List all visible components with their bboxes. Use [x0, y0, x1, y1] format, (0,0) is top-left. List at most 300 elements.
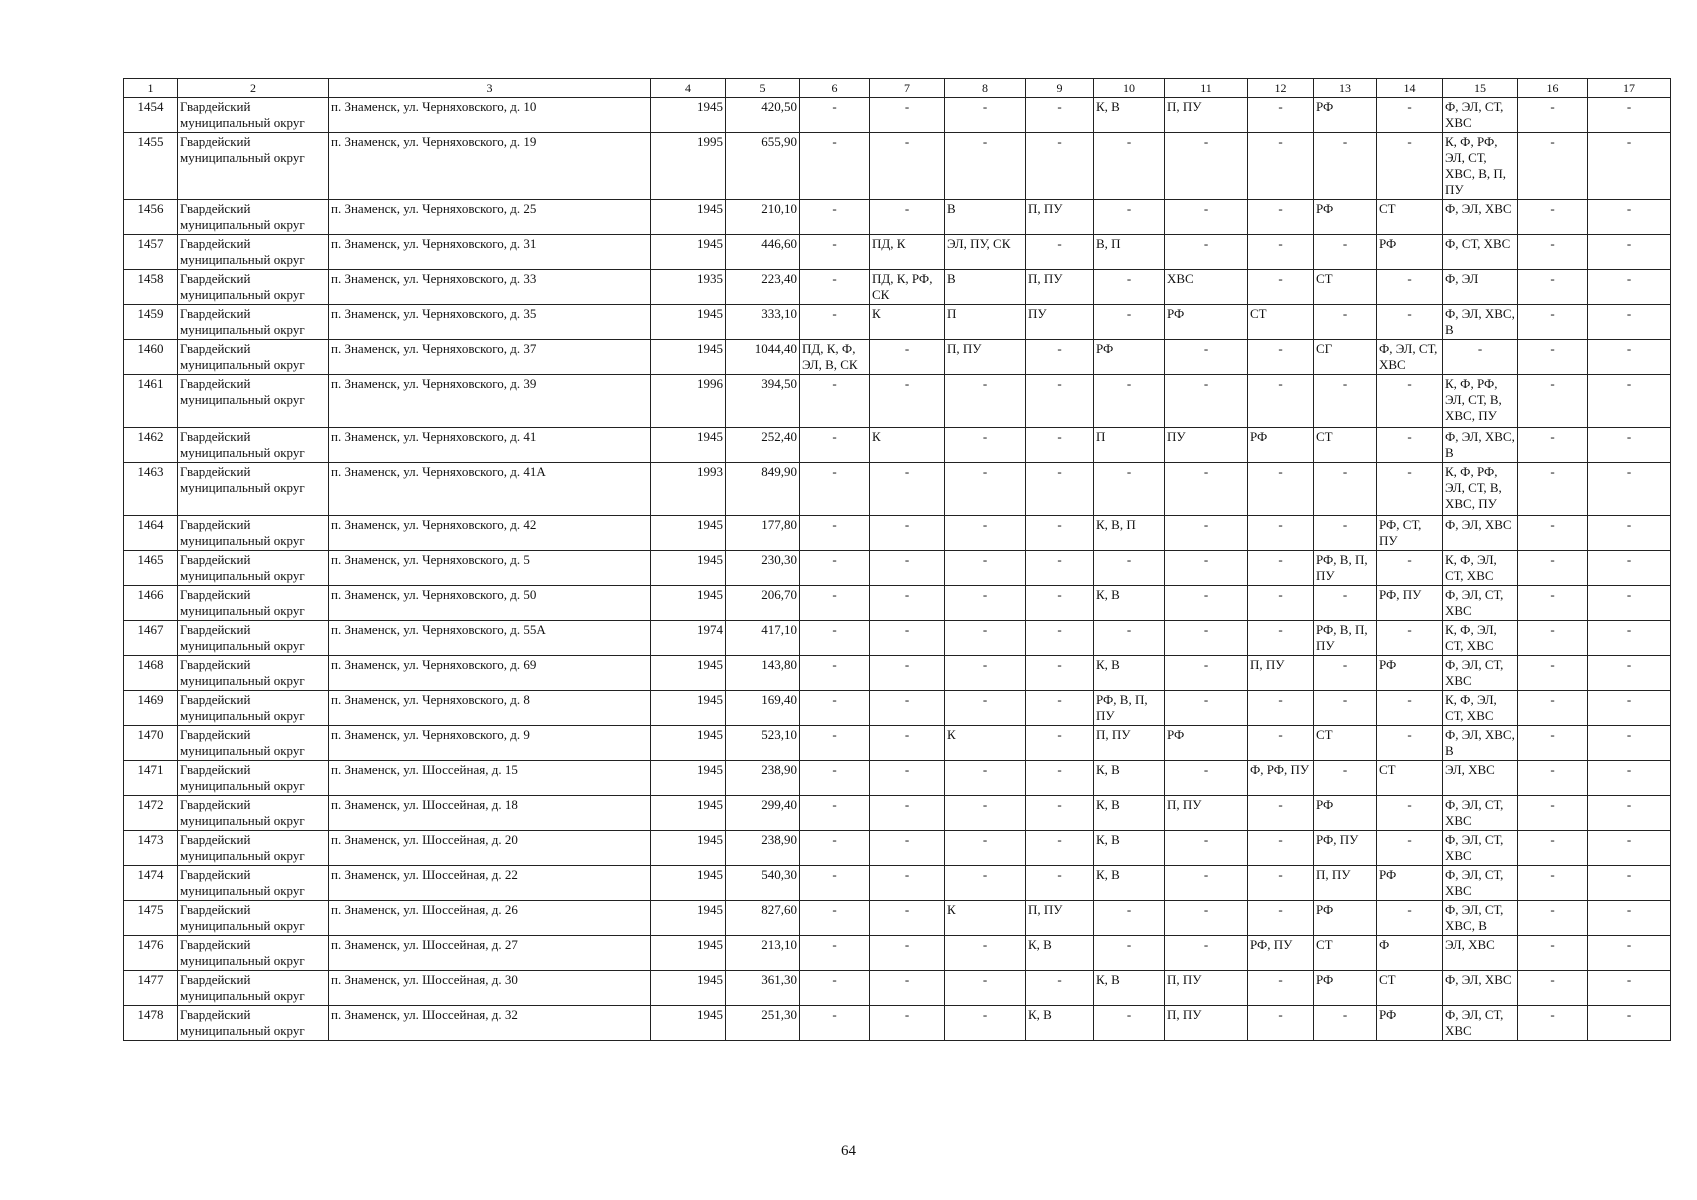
work-type-cell-col-9: -: [1026, 235, 1094, 270]
column-header-12: 12: [1248, 79, 1314, 98]
work-type-cell-col-16: -: [1518, 866, 1588, 901]
work-type-cell-col-9: -: [1026, 133, 1094, 200]
work-type-cell-col-9: -: [1026, 340, 1094, 375]
work-type-cell-col-17: -: [1588, 340, 1671, 375]
work-type-cell-col-12: -: [1248, 516, 1314, 551]
work-type-cell-col-8: -: [945, 375, 1026, 428]
district-cell: Гвардейский муниципальный округ: [178, 971, 329, 1006]
work-type-cell-col-13: СТ: [1314, 270, 1377, 305]
area-cell: 333,10: [726, 305, 800, 340]
work-type-cell-col-12: -: [1248, 551, 1314, 586]
work-type-cell-col-16: -: [1518, 656, 1588, 691]
district-cell: Гвардейский муниципальный округ: [178, 726, 329, 761]
year-cell: 1945: [651, 761, 726, 796]
address-cell: п. Знаменск, ул. Шоссейная, д. 27: [329, 936, 651, 971]
work-type-cell-col-12: -: [1248, 1006, 1314, 1041]
work-type-cell-col-14: -: [1377, 796, 1443, 831]
table-row: [124, 270, 1671, 305]
work-type-cell-col-8: -: [945, 656, 1026, 691]
work-type-cell-col-11: -: [1165, 516, 1248, 551]
work-type-cell-col-17: -: [1588, 463, 1671, 516]
work-type-cell-col-15: Ф, ЭЛ, ХВС: [1443, 200, 1518, 235]
address-cell: п. Знаменск, ул. Черняховского, д. 55А: [329, 621, 651, 656]
area-cell: 299,40: [726, 796, 800, 831]
year-cell: 1945: [651, 428, 726, 463]
work-type-cell-col-9: -: [1026, 796, 1094, 831]
work-type-cell-col-17: -: [1588, 305, 1671, 340]
work-type-cell-col-16: -: [1518, 971, 1588, 1006]
table-row: [124, 516, 1671, 551]
work-type-cell-col-15: -: [1443, 340, 1518, 375]
column-header-8: 8: [945, 79, 1026, 98]
work-type-cell-col-10: К, В: [1094, 761, 1165, 796]
area-cell: 849,90: [726, 463, 800, 516]
table-row: [124, 866, 1671, 901]
row-number-cell: 1455: [124, 133, 178, 200]
work-type-cell-col-10: -: [1094, 200, 1165, 235]
work-type-cell-col-13: -: [1314, 586, 1377, 621]
work-type-cell-col-11: -: [1165, 586, 1248, 621]
work-type-cell-col-16: -: [1518, 305, 1588, 340]
work-type-cell-col-7: -: [870, 796, 945, 831]
work-type-cell-col-10: К, В: [1094, 971, 1165, 1006]
area-cell: 177,80: [726, 516, 800, 551]
area-cell: 223,40: [726, 270, 800, 305]
address-cell: п. Знаменск, ул. Черняховского, д. 25: [329, 200, 651, 235]
work-type-cell-col-7: -: [870, 656, 945, 691]
area-cell: 230,30: [726, 551, 800, 586]
work-type-cell-col-16: -: [1518, 200, 1588, 235]
column-header-1: 1: [124, 79, 178, 98]
district-cell: Гвардейский муниципальный округ: [178, 98, 329, 133]
work-type-cell-col-17: -: [1588, 691, 1671, 726]
work-type-cell-col-11: -: [1165, 200, 1248, 235]
work-type-cell-col-8: -: [945, 586, 1026, 621]
work-type-cell-col-13: -: [1314, 235, 1377, 270]
work-type-cell-col-13: СТ: [1314, 428, 1377, 463]
work-type-cell-col-6: ПД, К, Ф, ЭЛ, В, СК: [800, 340, 870, 375]
work-type-cell-col-6: -: [800, 1006, 870, 1041]
work-type-cell-col-8: -: [945, 98, 1026, 133]
work-type-cell-col-12: -: [1248, 901, 1314, 936]
work-type-cell-col-17: -: [1588, 796, 1671, 831]
year-cell: 1945: [651, 551, 726, 586]
work-type-cell-col-6: -: [800, 866, 870, 901]
table-row: [124, 761, 1671, 796]
work-type-cell-col-12: -: [1248, 200, 1314, 235]
area-cell: 540,30: [726, 866, 800, 901]
year-cell: 1945: [651, 831, 726, 866]
work-type-cell-col-12: -: [1248, 831, 1314, 866]
work-type-cell-col-8: -: [945, 133, 1026, 200]
work-type-cell-col-10: РФ: [1094, 340, 1165, 375]
work-type-cell-col-6: -: [800, 270, 870, 305]
work-type-cell-col-10: -: [1094, 901, 1165, 936]
work-type-cell-col-10: -: [1094, 305, 1165, 340]
work-type-cell-col-8: П, ПУ: [945, 340, 1026, 375]
work-type-cell-col-13: РФ: [1314, 98, 1377, 133]
work-type-cell-col-6: -: [800, 691, 870, 726]
work-type-cell-col-6: -: [800, 305, 870, 340]
row-number-cell: 1466: [124, 586, 178, 621]
address-cell: п. Знаменск, ул. Шоссейная, д. 26: [329, 901, 651, 936]
work-type-cell-col-13: -: [1314, 305, 1377, 340]
work-type-cell-col-7: -: [870, 761, 945, 796]
work-type-cell-col-11: ХВС: [1165, 270, 1248, 305]
work-type-cell-col-7: К: [870, 305, 945, 340]
address-cell: п. Знаменск, ул. Черняховского, д. 41: [329, 428, 651, 463]
work-type-cell-col-17: -: [1588, 98, 1671, 133]
work-type-cell-col-12: -: [1248, 375, 1314, 428]
district-cell: Гвардейский муниципальный округ: [178, 305, 329, 340]
work-type-cell-col-6: -: [800, 200, 870, 235]
work-type-cell-col-8: К: [945, 901, 1026, 936]
work-type-cell-col-17: -: [1588, 586, 1671, 621]
work-type-cell-col-16: -: [1518, 586, 1588, 621]
work-type-cell-col-14: -: [1377, 901, 1443, 936]
district-cell: Гвардейский муниципальный округ: [178, 796, 329, 831]
row-number-cell: 1478: [124, 1006, 178, 1041]
work-type-cell-col-6: -: [800, 551, 870, 586]
row-number-cell: 1459: [124, 305, 178, 340]
work-type-cell-col-8: В: [945, 270, 1026, 305]
work-type-cell-col-7: -: [870, 691, 945, 726]
work-type-cell-col-10: -: [1094, 551, 1165, 586]
work-type-cell-col-11: П, ПУ: [1165, 1006, 1248, 1041]
row-number-cell: 1462: [124, 428, 178, 463]
work-type-cell-col-9: -: [1026, 586, 1094, 621]
row-number-cell: 1456: [124, 200, 178, 235]
work-type-cell-col-6: -: [800, 971, 870, 1006]
year-cell: 1945: [651, 586, 726, 621]
address-cell: п. Знаменск, ул. Шоссейная, д. 32: [329, 1006, 651, 1041]
work-type-cell-col-16: -: [1518, 621, 1588, 656]
work-type-cell-col-16: -: [1518, 375, 1588, 428]
column-header-6: 6: [800, 79, 870, 98]
row-number-cell: 1475: [124, 901, 178, 936]
work-type-cell-col-15: ЭЛ, ХВС: [1443, 761, 1518, 796]
page-number: 64: [841, 1143, 856, 1159]
work-type-cell-col-13: -: [1314, 691, 1377, 726]
work-type-cell-col-15: Ф, ЭЛ, СТ, ХВС: [1443, 866, 1518, 901]
work-type-cell-col-14: РФ, СТ, ПУ: [1377, 516, 1443, 551]
work-type-cell-col-8: -: [945, 936, 1026, 971]
address-cell: п. Знаменск, ул. Черняховского, д. 42: [329, 516, 651, 551]
row-number-cell: 1474: [124, 866, 178, 901]
work-type-cell-col-10: К, В: [1094, 831, 1165, 866]
work-type-cell-col-10: -: [1094, 621, 1165, 656]
district-cell: Гвардейский муниципальный округ: [178, 901, 329, 936]
work-type-cell-col-11: РФ: [1165, 726, 1248, 761]
year-cell: 1945: [651, 691, 726, 726]
area-cell: 361,30: [726, 971, 800, 1006]
address-cell: п. Знаменск, ул. Черняховского, д. 19: [329, 133, 651, 200]
area-cell: 213,10: [726, 936, 800, 971]
row-number-cell: 1468: [124, 656, 178, 691]
work-type-cell-col-15: Ф, ЭЛ, ХВС, В: [1443, 428, 1518, 463]
work-type-cell-col-15: Ф, ЭЛ, СТ, ХВС, В: [1443, 901, 1518, 936]
work-type-cell-col-14: -: [1377, 621, 1443, 656]
column-header-17: 17: [1588, 79, 1671, 98]
work-type-cell-col-14: РФ, ПУ: [1377, 586, 1443, 621]
row-number-cell: 1477: [124, 971, 178, 1006]
work-type-cell-col-14: Ф, ЭЛ, СТ, ХВС: [1377, 340, 1443, 375]
work-type-cell-col-7: -: [870, 586, 945, 621]
work-type-cell-col-15: К, Ф, РФ, ЭЛ, СТ, ХВС, В, П, ПУ: [1443, 133, 1518, 200]
district-cell: Гвардейский муниципальный округ: [178, 621, 329, 656]
work-type-cell-col-11: П, ПУ: [1165, 971, 1248, 1006]
area-cell: 238,90: [726, 831, 800, 866]
work-type-cell-col-17: -: [1588, 656, 1671, 691]
work-type-cell-col-13: РФ: [1314, 200, 1377, 235]
table-body: [124, 79, 1671, 1041]
work-type-cell-col-12: Ф, РФ, ПУ: [1248, 761, 1314, 796]
work-type-cell-col-14: -: [1377, 831, 1443, 866]
work-type-cell-col-17: -: [1588, 901, 1671, 936]
work-type-cell-col-6: -: [800, 901, 870, 936]
work-type-cell-col-7: -: [870, 831, 945, 866]
year-cell: 1945: [651, 796, 726, 831]
row-number-cell: 1476: [124, 936, 178, 971]
year-cell: 1935: [651, 270, 726, 305]
work-type-cell-col-15: Ф, ЭЛ: [1443, 270, 1518, 305]
work-type-cell-col-12: -: [1248, 691, 1314, 726]
column-header-13: 13: [1314, 79, 1377, 98]
work-type-cell-col-8: -: [945, 551, 1026, 586]
work-type-cell-col-15: Ф, ЭЛ, ХВС: [1443, 516, 1518, 551]
area-cell: 394,50: [726, 375, 800, 428]
year-cell: 1945: [651, 516, 726, 551]
work-type-cell-col-6: -: [800, 936, 870, 971]
work-type-cell-col-9: П, ПУ: [1026, 901, 1094, 936]
year-cell: 1945: [651, 98, 726, 133]
area-cell: 251,30: [726, 1006, 800, 1041]
work-type-cell-col-9: -: [1026, 761, 1094, 796]
work-type-cell-col-8: -: [945, 866, 1026, 901]
table-row: [124, 133, 1671, 200]
work-type-cell-col-10: -: [1094, 1006, 1165, 1041]
work-type-cell-col-9: К, В: [1026, 1006, 1094, 1041]
row-number-cell: 1461: [124, 375, 178, 428]
area-cell: 655,90: [726, 133, 800, 200]
work-type-cell-col-15: Ф, СТ, ХВС: [1443, 235, 1518, 270]
address-cell: п. Знаменск, ул. Шоссейная, д. 15: [329, 761, 651, 796]
work-type-cell-col-12: -: [1248, 340, 1314, 375]
work-type-cell-col-8: -: [945, 428, 1026, 463]
work-type-cell-col-9: П, ПУ: [1026, 200, 1094, 235]
work-type-cell-col-7: -: [870, 726, 945, 761]
area-cell: 523,10: [726, 726, 800, 761]
work-type-cell-col-14: -: [1377, 305, 1443, 340]
table-row: [124, 375, 1671, 428]
work-type-cell-col-14: РФ: [1377, 235, 1443, 270]
district-cell: Гвардейский муниципальный округ: [178, 936, 329, 971]
work-type-cell-col-7: -: [870, 463, 945, 516]
district-cell: Гвардейский муниципальный округ: [178, 200, 329, 235]
work-type-cell-col-8: К: [945, 726, 1026, 761]
work-type-cell-col-14: -: [1377, 133, 1443, 200]
work-type-cell-col-9: П, ПУ: [1026, 270, 1094, 305]
work-type-cell-col-9: -: [1026, 463, 1094, 516]
work-type-cell-col-14: -: [1377, 428, 1443, 463]
area-cell: 420,50: [726, 98, 800, 133]
table-row: [124, 428, 1671, 463]
row-number-cell: 1465: [124, 551, 178, 586]
work-type-cell-col-7: -: [870, 200, 945, 235]
work-type-cell-col-17: -: [1588, 235, 1671, 270]
table-row: [124, 586, 1671, 621]
housing-register-table: [123, 78, 1671, 1041]
work-type-cell-col-11: -: [1165, 463, 1248, 516]
address-cell: п. Знаменск, ул. Черняховского, д. 31: [329, 235, 651, 270]
work-type-cell-col-8: -: [945, 796, 1026, 831]
row-number-cell: 1457: [124, 235, 178, 270]
work-type-cell-col-12: СТ: [1248, 305, 1314, 340]
district-cell: Гвардейский муниципальный округ: [178, 235, 329, 270]
work-type-cell-col-10: В, П: [1094, 235, 1165, 270]
district-cell: Гвардейский муниципальный округ: [178, 516, 329, 551]
work-type-cell-col-9: -: [1026, 971, 1094, 1006]
column-header-5: 5: [726, 79, 800, 98]
table-row: [124, 305, 1671, 340]
year-cell: 1945: [651, 305, 726, 340]
work-type-cell-col-12: -: [1248, 133, 1314, 200]
row-number-cell: 1460: [124, 340, 178, 375]
work-type-cell-col-13: РФ, ПУ: [1314, 831, 1377, 866]
work-type-cell-col-7: -: [870, 901, 945, 936]
area-cell: 446,60: [726, 235, 800, 270]
work-type-cell-col-16: -: [1518, 761, 1588, 796]
work-type-cell-col-12: -: [1248, 866, 1314, 901]
work-type-cell-col-11: -: [1165, 340, 1248, 375]
area-cell: 206,70: [726, 586, 800, 621]
work-type-cell-col-8: -: [945, 831, 1026, 866]
work-type-cell-col-14: -: [1377, 375, 1443, 428]
work-type-cell-col-17: -: [1588, 866, 1671, 901]
work-type-cell-col-9: -: [1026, 428, 1094, 463]
register-sheet: [123, 78, 1671, 1041]
address-cell: п. Знаменск, ул. Шоссейная, д. 22: [329, 866, 651, 901]
work-type-cell-col-10: К, В: [1094, 586, 1165, 621]
work-type-cell-col-15: Ф, ЭЛ, СТ, ХВС: [1443, 98, 1518, 133]
work-type-cell-col-7: -: [870, 866, 945, 901]
work-type-cell-col-16: -: [1518, 463, 1588, 516]
work-type-cell-col-16: -: [1518, 901, 1588, 936]
work-type-cell-col-7: -: [870, 375, 945, 428]
work-type-cell-col-14: СТ: [1377, 761, 1443, 796]
work-type-cell-col-7: К: [870, 428, 945, 463]
work-type-cell-col-15: Ф, ЭЛ, СТ, ХВС: [1443, 586, 1518, 621]
work-type-cell-col-11: -: [1165, 831, 1248, 866]
work-type-cell-col-6: -: [800, 235, 870, 270]
year-cell: 1995: [651, 133, 726, 200]
work-type-cell-col-17: -: [1588, 726, 1671, 761]
year-cell: 1945: [651, 936, 726, 971]
work-type-cell-col-12: -: [1248, 98, 1314, 133]
work-type-cell-col-11: П, ПУ: [1165, 796, 1248, 831]
work-type-cell-col-10: П, ПУ: [1094, 726, 1165, 761]
district-cell: Гвардейский муниципальный округ: [178, 375, 329, 428]
work-type-cell-col-14: -: [1377, 551, 1443, 586]
work-type-cell-col-15: ЭЛ, ХВС: [1443, 936, 1518, 971]
district-cell: Гвардейский муниципальный округ: [178, 428, 329, 463]
work-type-cell-col-14: РФ: [1377, 1006, 1443, 1041]
district-cell: Гвардейский муниципальный округ: [178, 866, 329, 901]
year-cell: 1945: [651, 901, 726, 936]
work-type-cell-col-17: -: [1588, 761, 1671, 796]
table-row: [124, 463, 1671, 516]
work-type-cell-col-7: -: [870, 971, 945, 1006]
address-cell: п. Знаменск, ул. Шоссейная, д. 18: [329, 796, 651, 831]
work-type-cell-col-7: ПД, К, РФ, СК: [870, 270, 945, 305]
work-type-cell-col-7: -: [870, 621, 945, 656]
area-cell: 252,40: [726, 428, 800, 463]
work-type-cell-col-8: -: [945, 516, 1026, 551]
district-cell: Гвардейский муниципальный округ: [178, 463, 329, 516]
work-type-cell-col-10: -: [1094, 270, 1165, 305]
work-type-cell-col-6: -: [800, 516, 870, 551]
year-cell: 1945: [651, 1006, 726, 1041]
work-type-cell-col-11: -: [1165, 691, 1248, 726]
column-header-9: 9: [1026, 79, 1094, 98]
work-type-cell-col-11: -: [1165, 235, 1248, 270]
work-type-cell-col-17: -: [1588, 971, 1671, 1006]
area-cell: 210,10: [726, 200, 800, 235]
row-number-cell: 1467: [124, 621, 178, 656]
work-type-cell-col-6: -: [800, 428, 870, 463]
work-type-cell-col-17: -: [1588, 936, 1671, 971]
work-type-cell-col-16: -: [1518, 551, 1588, 586]
work-type-cell-col-15: Ф, ЭЛ, ХВС: [1443, 971, 1518, 1006]
work-type-cell-col-11: -: [1165, 621, 1248, 656]
address-cell: п. Знаменск, ул. Шоссейная, д. 20: [329, 831, 651, 866]
work-type-cell-col-11: П, ПУ: [1165, 98, 1248, 133]
work-type-cell-col-11: РФ: [1165, 305, 1248, 340]
work-type-cell-col-10: -: [1094, 133, 1165, 200]
table-row: [124, 1006, 1671, 1041]
work-type-cell-col-13: СГ: [1314, 340, 1377, 375]
work-type-cell-col-6: -: [800, 463, 870, 516]
work-type-cell-col-17: -: [1588, 551, 1671, 586]
row-number-cell: 1458: [124, 270, 178, 305]
work-type-cell-col-7: -: [870, 1006, 945, 1041]
work-type-cell-col-13: -: [1314, 656, 1377, 691]
district-cell: Гвардейский муниципальный округ: [178, 270, 329, 305]
year-cell: 1945: [651, 726, 726, 761]
work-type-cell-col-9: -: [1026, 551, 1094, 586]
work-type-cell-col-11: ПУ: [1165, 428, 1248, 463]
column-header-16: 16: [1518, 79, 1588, 98]
work-type-cell-col-9: К, В: [1026, 936, 1094, 971]
work-type-cell-col-17: -: [1588, 621, 1671, 656]
district-cell: Гвардейский муниципальный округ: [178, 761, 329, 796]
work-type-cell-col-11: -: [1165, 375, 1248, 428]
address-cell: п. Знаменск, ул. Черняховского, д. 10: [329, 98, 651, 133]
work-type-cell-col-17: -: [1588, 200, 1671, 235]
row-number-cell: 1463: [124, 463, 178, 516]
table-row: [124, 656, 1671, 691]
work-type-cell-col-13: РФ, В, П, ПУ: [1314, 551, 1377, 586]
address-cell: п. Знаменск, ул. Черняховского, д. 50: [329, 586, 651, 621]
work-type-cell-col-10: К, В: [1094, 796, 1165, 831]
address-cell: п. Знаменск, ул. Черняховского, д. 33: [329, 270, 651, 305]
work-type-cell-col-7: -: [870, 551, 945, 586]
table-row: [124, 971, 1671, 1006]
work-type-cell-col-17: -: [1588, 375, 1671, 428]
work-type-cell-col-9: -: [1026, 726, 1094, 761]
column-header-10: 10: [1094, 79, 1165, 98]
work-type-cell-col-11: -: [1165, 866, 1248, 901]
